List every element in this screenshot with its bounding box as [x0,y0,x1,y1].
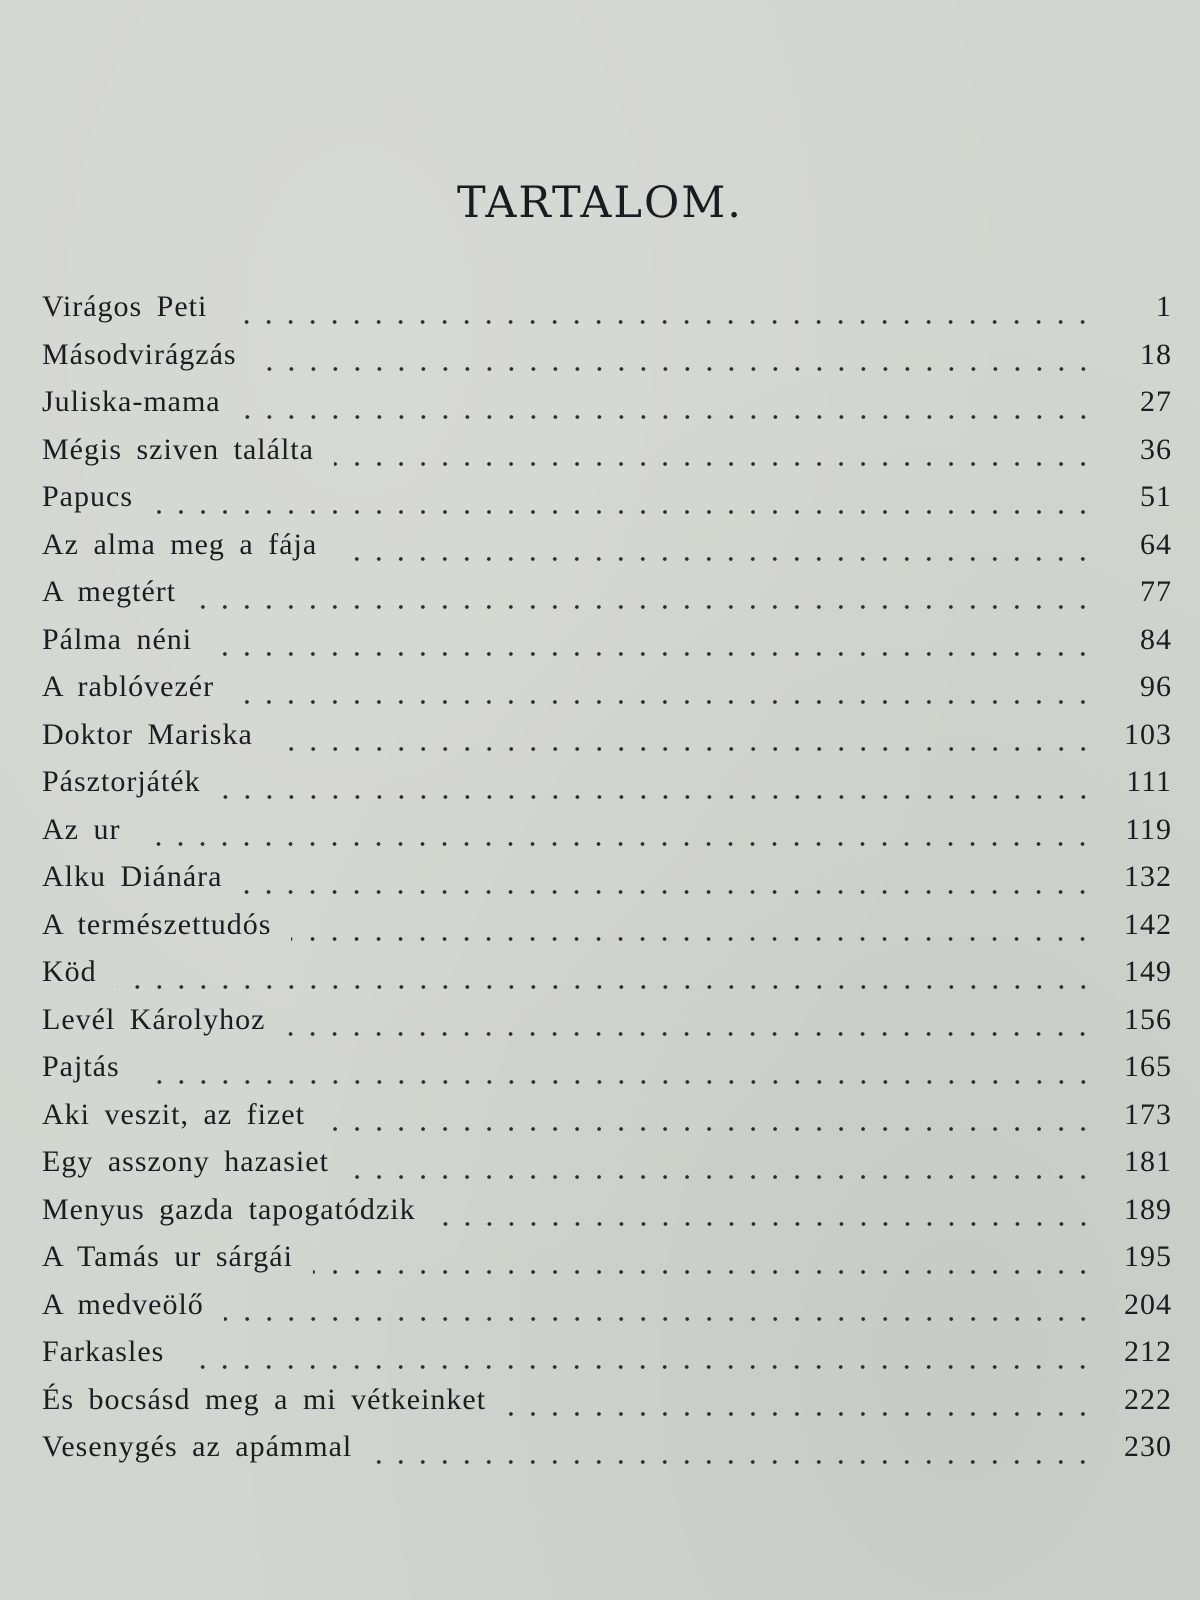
page-number: 18 [1140,337,1172,371]
entry-title: Pásztorjáték [42,765,201,798]
toc-entry [42,480,1172,528]
toc-entry [42,385,1172,433]
dot-leader [221,793,1094,801]
entry-title: A rablóvezér [42,670,215,703]
dot-leader [337,555,1094,563]
dot-leader [285,1030,1094,1038]
page-number: 27 [1140,385,1172,418]
toc-entry [42,1003,1172,1051]
page-number: 156 [1124,1002,1172,1036]
page-number: 119 [1125,812,1172,846]
entry-title: A természettudós [42,907,272,941]
entry-title: A megtért [42,575,177,608]
entry-title: Aki veszit, az fizet [42,1097,305,1131]
dot-leader [117,983,1094,991]
dot-leader [436,1220,1094,1228]
page-number: 36 [1140,432,1172,466]
dot-leader [196,603,1094,611]
entry-title: Virágos Peti [42,290,208,323]
entry-title: És bocsásd meg a mi vétkeinket [42,1382,487,1416]
dot-leader [234,698,1094,706]
toc-entry [42,1050,1172,1098]
entry-title: Papucs [42,480,133,513]
toc-entry [42,1335,1172,1383]
dot-leader [325,1125,1094,1133]
dot-leader [334,460,1094,468]
page-title: TARTALOM. [457,178,743,228]
page-number: 189 [1124,1192,1172,1226]
toc-entry [42,1193,1172,1241]
toc-entry [42,955,1172,1003]
toc-entry [42,528,1172,576]
entry-title: A medveölő [42,1287,204,1321]
entry-title: Másodvirágzás [42,337,237,371]
dot-leader [140,840,1094,848]
page-number: 77 [1140,575,1172,608]
entry-title: Juliska-mama [42,385,221,418]
dot-leader [140,1078,1094,1086]
toc-entry [42,908,1172,956]
page-number: 212 [1124,1335,1172,1368]
dot-leader [224,1315,1094,1323]
entry-title: Egy asszony hazasiet [42,1145,329,1178]
dot-leader [257,365,1094,373]
page-number: 64 [1140,527,1172,561]
toc-entry [42,1240,1172,1288]
dot-leader [506,1410,1094,1418]
table-of-contents [42,290,1172,1478]
page-number: 195 [1124,1240,1172,1273]
dot-leader [212,650,1094,658]
toc-entry [42,1383,1172,1431]
entry-title: Doktor Mariska [42,717,253,751]
dot-leader [273,745,1094,753]
page-number: 132 [1124,860,1172,893]
toc-entry [42,1288,1172,1336]
page-number: 103 [1124,717,1172,751]
dot-leader [241,413,1094,421]
entry-title: Farkasles [42,1335,165,1368]
toc-entry [42,1145,1172,1193]
page-number: 111 [1126,765,1172,798]
toc-entry [42,338,1172,386]
entry-title: Mégis sziven találta [42,432,314,466]
toc-entry [42,813,1172,861]
entry-title: Pajtás [42,1050,120,1083]
toc-entry [42,1430,1172,1478]
entry-title: Az alma meg a fája [42,527,318,561]
dot-leader [313,1268,1094,1276]
page-number: 142 [1124,907,1172,941]
toc-entry [42,623,1172,671]
toc-entry [42,860,1172,908]
toc-entry [42,670,1172,718]
page-number: 149 [1124,955,1172,988]
toc-entry [42,765,1172,813]
page-number: 204 [1124,1287,1172,1321]
dot-leader [372,1458,1094,1466]
page-number: 1 [1156,290,1172,323]
page-number: 222 [1124,1382,1172,1416]
entry-title: Pálma néni [42,622,193,656]
page-number: 51 [1140,480,1172,513]
page-number: 84 [1140,622,1172,656]
dot-leader [227,318,1094,326]
page-number: 181 [1124,1145,1172,1178]
dot-leader [153,508,1094,516]
page-number: 173 [1124,1097,1172,1131]
toc-entry [42,433,1172,481]
entry-title: Levél Károlyhoz [42,1002,266,1036]
entry-title: A Tamás ur sárgái [42,1240,293,1273]
entry-title: Vesenygés az apámmal [42,1430,353,1463]
entry-title: Alku Diánára [42,860,223,893]
entry-title: Menyus gazda tapogatódzik [42,1192,416,1226]
entry-title: Köd [42,955,97,988]
dot-leader [184,1363,1094,1371]
dot-leader [349,1173,1094,1181]
toc-entry [42,290,1172,338]
toc-entry [42,718,1172,766]
page-number: 96 [1140,670,1172,703]
toc-entry [42,575,1172,623]
toc-entry [42,1098,1172,1146]
page-number: 230 [1124,1430,1172,1463]
dot-leader [291,935,1094,943]
entry-title: Az ur [42,812,121,846]
dot-leader [242,888,1094,896]
page-number: 165 [1124,1050,1172,1083]
